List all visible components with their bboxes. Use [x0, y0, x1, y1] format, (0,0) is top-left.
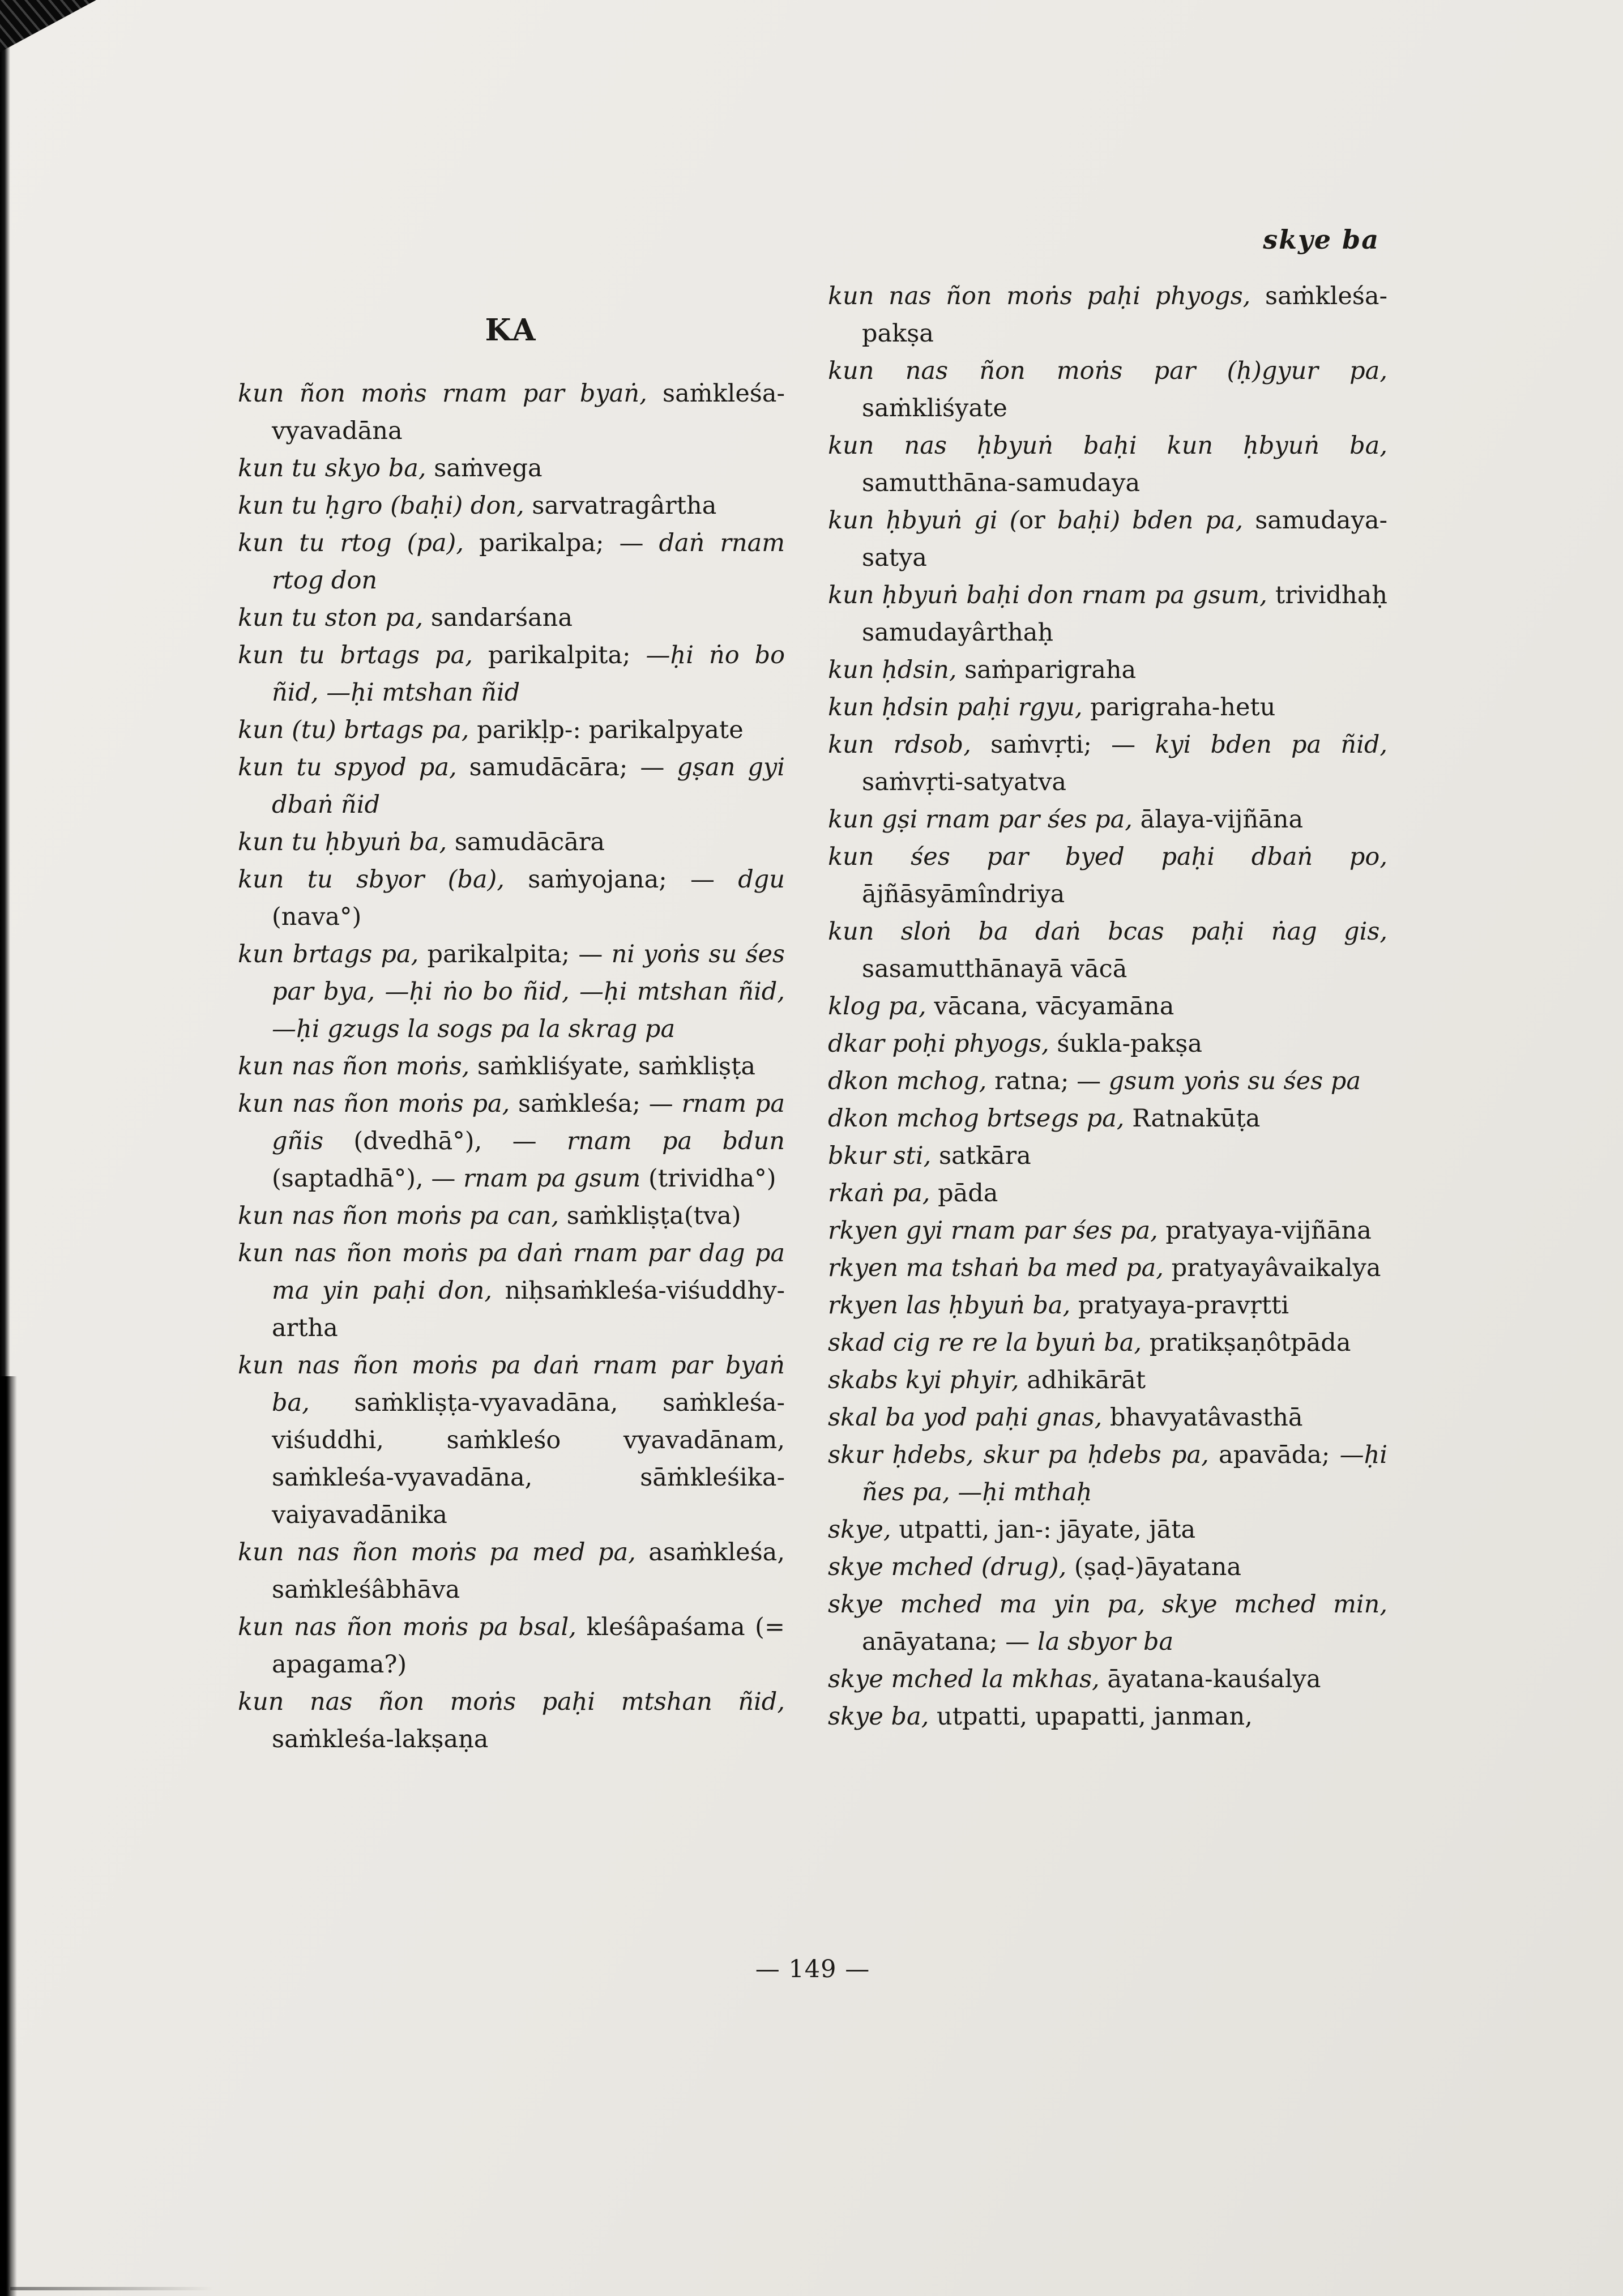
dictionary-entry — [238, 487, 785, 524]
dictionary-entry — [828, 726, 1387, 801]
sanskrit-gloss: samudācāra; — — [469, 753, 677, 782]
dictionary-entry — [828, 1548, 1387, 1586]
sanskrit-gloss: or — [1019, 506, 1057, 535]
dictionary-entry — [828, 1287, 1387, 1324]
tibetan-term: kun ḥbyuṅ baḥi don rnam pa gsum, — [828, 581, 1275, 609]
tibetan-term: klog pa, — [828, 992, 934, 1021]
sanskrit-gloss: (nava°) — [272, 903, 362, 931]
sanskrit-gloss: saṁvṛti; — — [990, 731, 1155, 759]
sanskrit-gloss: parikalpita; — [488, 641, 646, 669]
tibetan-term: skad cig re re la byuṅ ba, — [828, 1329, 1150, 1357]
sanskrit-gloss: parikalpita; — — [427, 940, 612, 968]
dictionary-entry — [828, 1025, 1387, 1062]
dictionary-entry — [828, 1586, 1387, 1661]
dictionary-entry — [828, 1511, 1387, 1548]
sanskrit-gloss: samutthāna-samudaya — [862, 469, 1141, 497]
dictionary-entry — [828, 1698, 1387, 1735]
dictionary-entry — [238, 599, 785, 637]
sanskrit-gloss: utpatti, upapatti, janman, — [937, 1702, 1253, 1731]
tibetan-term: kun nas ñon moṅs paḥi mtshan ñid, — [238, 1688, 785, 1716]
tibetan-term: kun nas ñon moṅs pa daṅ rnam par dag pa ma yin paḥi don, — [238, 1239, 785, 1305]
tibetan-term: skye, — [828, 1516, 899, 1544]
tibetan-term: skye mched ma yin pa, skye mched min, — [828, 1590, 1387, 1619]
sanskrit-gloss: pratyayâvaikalya — [1171, 1254, 1381, 1282]
page-number: — 149 — — [755, 1955, 870, 1983]
dictionary-entry — [828, 427, 1387, 502]
dictionary-entry — [238, 1683, 785, 1758]
tibetan-term: skye ba, — [828, 1702, 937, 1731]
left-column — [238, 311, 785, 1758]
tibetan-term: bkur sti, — [828, 1142, 939, 1170]
sanskrit-gloss: saṁkleśa; — — [518, 1090, 682, 1118]
sanskrit-gloss: trividhaḥ samudayârthaḥ — [862, 581, 1387, 647]
tibetan-term: skabs kyi phyir, — [828, 1366, 1027, 1394]
dictionary-entry — [238, 637, 785, 711]
tibetan-term: baḥi) bden pa, — [1057, 506, 1255, 535]
sanskrit-gloss: (dvedhā°), — — [353, 1127, 567, 1155]
tibetan-term: kun ḥbyuṅ gi ( — [828, 506, 1019, 535]
dictionary-entry — [828, 838, 1387, 913]
sanskrit-gloss: pāda — [938, 1179, 998, 1207]
dictionary-entry — [238, 375, 785, 450]
sanskrit-gloss: utpatti, jan-: jāyate, jāta — [899, 1516, 1196, 1544]
sanskrit-gloss: pratyaya-vijñāna — [1165, 1217, 1372, 1245]
tibetan-term: kun gṣi rnam par śes pa, — [828, 805, 1141, 834]
sanskrit-gloss: ājñāsyāmîndriya — [862, 880, 1065, 908]
sanskrit-gloss: saṁparigraha — [964, 656, 1137, 684]
dictionary-entry — [828, 1661, 1387, 1698]
dictionary-entry — [238, 1048, 785, 1085]
sanskrit-gloss: saṁkleśa-lakṣaṇa — [272, 1725, 489, 1753]
sanskrit-gloss: apavāda; — [1219, 1441, 1340, 1469]
dictionary-entry — [828, 1324, 1387, 1362]
tibetan-term: kun nas ñon moṅs pa can, — [238, 1202, 567, 1230]
sanskrit-gloss: bhavyatâvasthā — [1109, 1403, 1303, 1432]
dictionary-entry — [238, 1197, 785, 1235]
dictionary-entry — [828, 801, 1387, 838]
dictionary-entry — [238, 1608, 785, 1683]
dictionary-entry — [828, 502, 1387, 577]
dictionary-entry — [828, 577, 1387, 651]
dictionary-entry — [828, 1249, 1387, 1287]
dictionary-entry — [828, 1175, 1387, 1212]
tibetan-term: daṅ rnam rtog don — [272, 529, 785, 595]
sanskrit-gloss: (saptadhā°), — — [272, 1164, 464, 1193]
sanskrit-gloss: saṁyojana; — — [528, 865, 738, 894]
sanskrit-gloss: saṁkliśyate, saṁkliṣṭa — [477, 1052, 756, 1081]
sanskrit-gloss: sasamutthānayā vācā — [862, 955, 1127, 983]
tibetan-term: gsum yoṅs su śes pa — [1108, 1067, 1361, 1095]
tibetan-term: dkar poḥi phyogs, — [828, 1030, 1057, 1058]
sanskrit-gloss: vācana, vācyamāna — [934, 992, 1174, 1021]
tibetan-term: kun tu brtags pa, — [238, 641, 488, 669]
tibetan-term: rkyen las ḥbyuṅ ba, — [828, 1291, 1078, 1320]
sanskrit-gloss: (ṣaḍ-)āyatana — [1074, 1553, 1242, 1581]
tibetan-term: rkyen ma tshaṅ ba med pa, — [828, 1254, 1172, 1282]
sanskrit-gloss: saṁkleśa-vyavadāna — [272, 379, 785, 445]
sanskrit-gloss: anāyatana; — — [862, 1628, 1037, 1656]
sanskrit-gloss: śukla-pakṣa — [1057, 1030, 1202, 1058]
sanskrit-gloss: adhikārāt — [1027, 1366, 1146, 1394]
sanskrit-gloss: satkāra — [938, 1142, 1031, 1170]
sanskrit-gloss: ālaya-vijñāna — [1140, 805, 1304, 834]
tibetan-term: skal ba yod paḥi gnas, — [828, 1403, 1110, 1432]
dictionary-entry — [238, 1085, 785, 1197]
sanskrit-gloss: āyatana-kauśalya — [1107, 1665, 1321, 1693]
section-heading: KA — [485, 313, 538, 348]
tibetan-term: kun nas ñon moṅs, — [238, 1052, 477, 1081]
tibetan-term: kun ñon moṅs rnam par byaṅ, — [238, 379, 663, 408]
right-column — [828, 278, 1387, 1735]
dictionary-entry — [828, 1212, 1387, 1249]
dictionary-entry — [828, 352, 1387, 427]
tibetan-term: rkaṅ pa, — [828, 1179, 938, 1207]
dictionary-entry — [828, 1100, 1387, 1137]
sanskrit-gloss: ratna; — — [994, 1067, 1109, 1095]
tibetan-term: kun tu spyod pa, — [238, 753, 469, 782]
sanskrit-gloss: parigraha-hetu — [1090, 693, 1276, 722]
tibetan-term: kun brtags pa, — [238, 940, 428, 968]
dictionary-entry — [828, 689, 1387, 726]
dictionary-entry — [238, 450, 785, 487]
tibetan-term: kun (tu) brtags pa, — [238, 716, 477, 744]
tibetan-term: kun nas ñon moṅs pa med pa, — [238, 1538, 649, 1567]
binding-shadow-lower — [0, 1376, 17, 2296]
dictionary-entry — [238, 936, 785, 1048]
dictionary-entry — [828, 1436, 1387, 1511]
tibetan-term: kun nas ñon moṅs pa, — [238, 1090, 519, 1118]
sanskrit-gloss: saṁkliṣṭa-vyavadāna, saṁkleśa-viśuddhi, saṁkleśo vyavadānam, saṁkleśa-vyavadāna, sāṁkleśika-vaiyavadānika — [272, 1389, 785, 1529]
tibetan-term: dkon mchog, — [828, 1067, 995, 1095]
sanskrit-gloss: (trividha°) — [648, 1164, 776, 1193]
tibetan-term: rnam pa gñis — [272, 1090, 785, 1155]
dictionary-entry — [238, 861, 785, 936]
tibetan-term: kun śes par byed paḥi dbaṅ po, — [828, 843, 1387, 871]
tibetan-term: kun rdsob, — [828, 731, 991, 759]
dictionary-entry — [238, 1534, 785, 1608]
tibetan-term: rnam pa gsum — [463, 1164, 648, 1193]
sanskrit-gloss: sarvatragârtha — [532, 492, 717, 520]
tibetan-term: kun tu sbyor (ba), — [238, 865, 528, 894]
scan-corner-artifact — [0, 0, 96, 52]
sanskrit-gloss: parikalpa; — — [479, 529, 659, 557]
tibetan-term: kun nas ñon moṅs par (ḥ)gyur pa, — [828, 357, 1387, 385]
tibetan-term: —ḥi ṅo bo ñid, —ḥi mtshan ñid — [272, 641, 785, 707]
sanskrit-gloss: pratikṣaṇôtpāda — [1149, 1329, 1351, 1357]
sanskrit-gloss: parikḷp-: parikalpyate — [477, 716, 744, 744]
dictionary-entry — [238, 749, 785, 823]
sanskrit-gloss: pratyaya-pravṛtti — [1078, 1291, 1289, 1320]
sanskrit-gloss: saṁkliṣṭa(tva) — [566, 1202, 741, 1230]
sanskrit-gloss: saṁkleśa-pakṣa — [862, 282, 1387, 348]
dictionary-entry — [828, 913, 1387, 988]
tibetan-term: dkon mchog brtsegs pa, — [828, 1104, 1133, 1133]
dictionary-entry — [828, 1137, 1387, 1175]
tibetan-term: kun nas ñon moṅs pa daṅ rnam par byaṅ ba, — [238, 1351, 785, 1417]
tibetan-term: —ḥi ñes pa, —ḥi mthaḥ — [862, 1441, 1388, 1507]
dictionary-entry — [828, 1399, 1387, 1436]
dictionary-entry — [828, 651, 1387, 689]
dictionary-entry — [238, 823, 785, 861]
dictionary-entry — [828, 278, 1387, 352]
sanskrit-gloss: saṁvṛti-satyatva — [862, 768, 1067, 796]
tibetan-term: kun tu ḥgro (baḥi) don, — [238, 492, 532, 520]
tibetan-term: kun tu ston pa, — [238, 604, 431, 632]
sanskrit-gloss: samudācāra — [454, 828, 605, 856]
tibetan-term: kun ḥdsin, — [828, 656, 965, 684]
sanskrit-gloss: kleśâpaśama (= apagama?) — [272, 1613, 785, 1679]
tibetan-term: kun nas ñon moṅs pa bsal, — [238, 1613, 587, 1641]
scan-bottom-artifact — [10, 2287, 214, 2290]
tibetan-term: rnam pa bdun — [566, 1127, 785, 1155]
dictionary-entry — [828, 1362, 1387, 1399]
sanskrit-gloss: samudaya-satya — [862, 506, 1387, 572]
tibetan-term: rkyen gyi rnam par śes pa, — [828, 1217, 1166, 1245]
dictionary-entry — [238, 711, 785, 749]
tibetan-term: kun nas ḥbyuṅ baḥi kun ḥbyuṅ ba, — [828, 432, 1387, 460]
sanskrit-gloss: asaṁkleśa, saṁkleśâbhāva — [272, 1538, 785, 1604]
dictionary-entry — [238, 1347, 785, 1534]
tibetan-term: skye mched (drug), — [828, 1553, 1074, 1581]
running-header: skye ba — [1263, 224, 1379, 255]
sanskrit-gloss: niḥsaṁkleśa-viśuddhy-artha — [272, 1277, 785, 1342]
tibetan-term: gṣan gyi dbaṅ ñid — [272, 753, 785, 819]
tibetan-term: kun nas ñon moṅs paḥi phyogs, — [828, 282, 1266, 310]
tibetan-term: dgu — [738, 865, 785, 894]
dictionary-entry — [238, 524, 785, 599]
sanskrit-gloss: saṁvega — [434, 454, 543, 483]
tibetan-term: skur ḥdebs, skur pa ḥdebs pa, — [828, 1441, 1219, 1469]
dictionary-entry — [828, 988, 1387, 1025]
tibetan-term: kun ḥdsin paḥi rgyu, — [828, 693, 1091, 722]
tibetan-term: kun sloṅ ba daṅ bcas paḥi ṅag gis, — [828, 917, 1387, 946]
tibetan-term: kun tu skyo ba, — [238, 454, 434, 483]
tibetan-term: ni yoṅs su śes par bya, —ḥi ṅo bo ñid, —ḥi mtshan ñid, —ḥi gzugs la sogs pa la skrag pa — [272, 940, 785, 1043]
tibetan-term: kun tu ḥbyuṅ ba, — [238, 828, 455, 856]
sanskrit-gloss: Ratnakūṭa — [1132, 1104, 1261, 1133]
dictionary-entry — [238, 1235, 785, 1347]
sanskrit-gloss: saṁkliśyate — [862, 394, 1007, 423]
tibetan-term: la sbyor ba — [1037, 1628, 1174, 1656]
dictionary-entry — [828, 1062, 1387, 1100]
sanskrit-gloss: sandarśana — [430, 604, 573, 632]
tibetan-term: kyi bden pa ñid, — [1155, 731, 1388, 759]
tibetan-term: skye mched la mkhas, — [828, 1665, 1108, 1693]
tibetan-term: kun tu rtog (pa), — [238, 529, 479, 557]
